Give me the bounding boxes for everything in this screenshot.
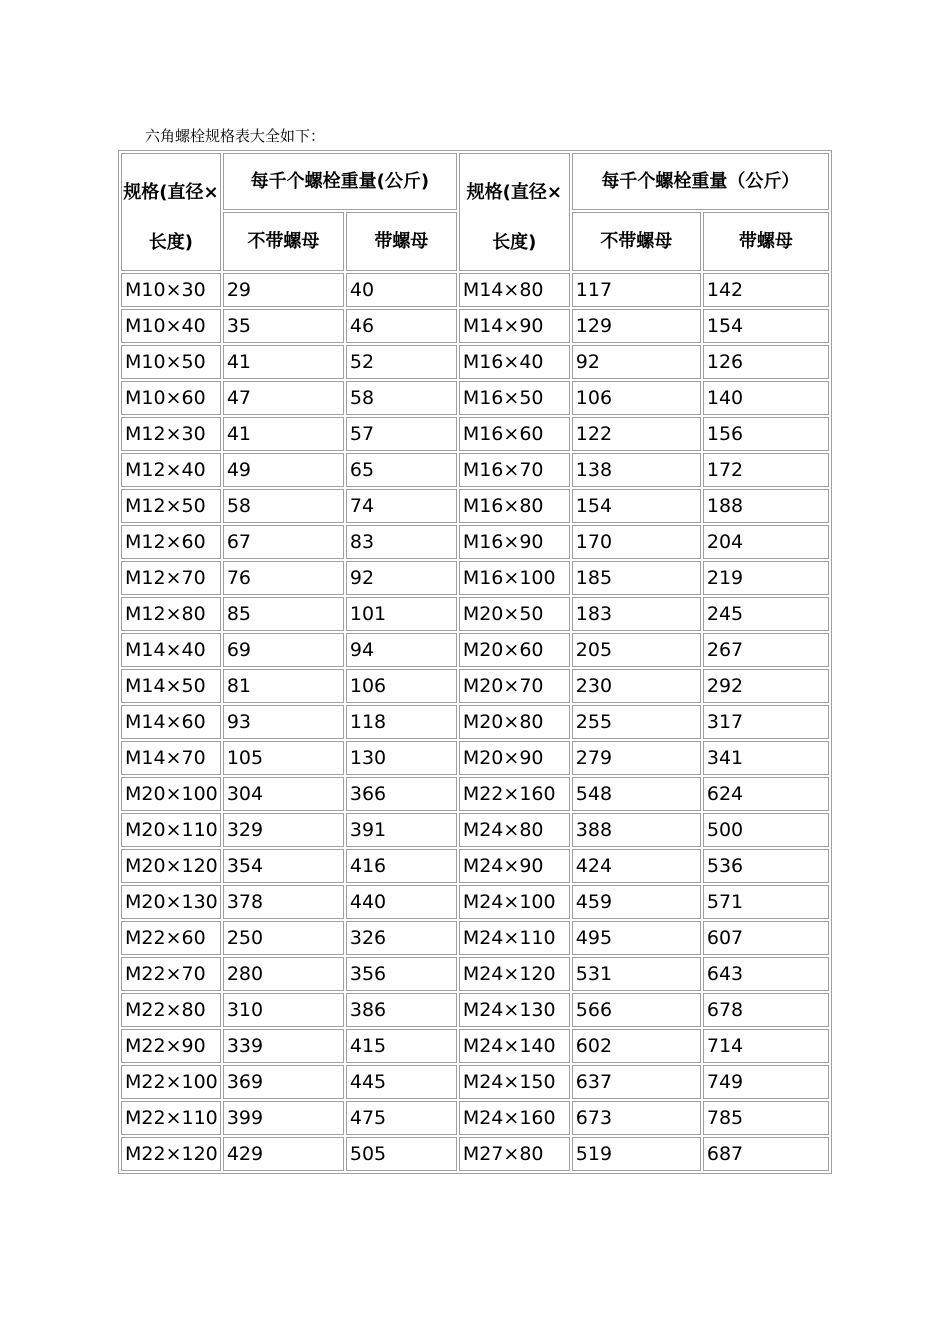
cell-spec-right: M14×90: [459, 309, 570, 343]
cell-with-nut-right: 536: [703, 849, 829, 883]
cell-with-nut-left: 40: [346, 273, 457, 307]
cell-no-nut-right: 185: [572, 561, 701, 595]
cell-with-nut-right: 624: [703, 777, 829, 811]
cell-no-nut-right: 566: [572, 993, 701, 1027]
cell-spec-right: M24×90: [459, 849, 570, 883]
cell-spec-right: M16×100: [459, 561, 570, 595]
cell-spec-right: M16×50: [459, 381, 570, 415]
cell-with-nut-left: 46: [346, 309, 457, 343]
table-row: [121, 525, 829, 559]
cell-spec-left: M10×30: [121, 273, 221, 307]
cell-no-nut-right: 205: [572, 633, 701, 667]
cell-spec-left: M22×60: [121, 921, 221, 955]
cell-with-nut-left: 83: [346, 525, 457, 559]
cell-with-nut-left: 386: [346, 993, 457, 1027]
table-row: [121, 417, 829, 451]
cell-spec-left: M22×110: [121, 1101, 221, 1135]
cell-with-nut-right: 714: [703, 1029, 829, 1063]
cell-spec-right: M20×60: [459, 633, 570, 667]
cell-with-nut-right: 126: [703, 345, 829, 379]
header-with-nut-right: 带螺母: [703, 212, 829, 271]
header-weight-left: 每千个螺栓重量(公斤): [223, 153, 457, 210]
cell-no-nut-right: 279: [572, 741, 701, 775]
cell-no-nut-right: 170: [572, 525, 701, 559]
cell-spec-right: M24×160: [459, 1101, 570, 1135]
cell-no-nut-left: 85: [223, 597, 344, 631]
cell-spec-left: M22×90: [121, 1029, 221, 1063]
cell-spec-right: M16×40: [459, 345, 570, 379]
cell-spec-right: M20×80: [459, 705, 570, 739]
cell-no-nut-right: 459: [572, 885, 701, 919]
cell-spec-left: M20×130: [121, 885, 221, 919]
cell-with-nut-right: 188: [703, 489, 829, 523]
cell-with-nut-right: 154: [703, 309, 829, 343]
cell-with-nut-right: 317: [703, 705, 829, 739]
header-spec-right: 规格(直径×长度): [459, 153, 570, 271]
cell-no-nut-left: 41: [223, 417, 344, 451]
cell-with-nut-left: 92: [346, 561, 457, 595]
table-row: [121, 633, 829, 667]
cell-with-nut-right: 267: [703, 633, 829, 667]
cell-no-nut-left: 339: [223, 1029, 344, 1063]
table-row: [121, 1029, 829, 1063]
table-row: [121, 561, 829, 595]
cell-spec-right: M22×160: [459, 777, 570, 811]
cell-with-nut-right: 749: [703, 1065, 829, 1099]
cell-spec-right: M24×100: [459, 885, 570, 919]
cell-with-nut-left: 366: [346, 777, 457, 811]
table-row: [121, 1065, 829, 1099]
cell-spec-left: M12×40: [121, 453, 221, 487]
cell-no-nut-right: 154: [572, 489, 701, 523]
cell-no-nut-right: 92: [572, 345, 701, 379]
cell-spec-right: M16×70: [459, 453, 570, 487]
cell-spec-left: M12×70: [121, 561, 221, 595]
cell-spec-right: M14×80: [459, 273, 570, 307]
cell-with-nut-left: 356: [346, 957, 457, 991]
cell-spec-left: M10×40: [121, 309, 221, 343]
cell-no-nut-left: 310: [223, 993, 344, 1027]
cell-no-nut-left: 35: [223, 309, 344, 343]
cell-spec-left: M14×70: [121, 741, 221, 775]
cell-no-nut-left: 93: [223, 705, 344, 739]
cell-no-nut-right: 548: [572, 777, 701, 811]
cell-no-nut-left: 58: [223, 489, 344, 523]
cell-spec-right: M20×50: [459, 597, 570, 631]
cell-with-nut-left: 52: [346, 345, 457, 379]
cell-with-nut-left: 505: [346, 1137, 457, 1171]
cell-spec-right: M24×150: [459, 1065, 570, 1099]
cell-with-nut-left: 58: [346, 381, 457, 415]
cell-spec-right: M16×80: [459, 489, 570, 523]
cell-spec-right: M20×70: [459, 669, 570, 703]
table-row: [121, 777, 829, 811]
cell-with-nut-left: 118: [346, 705, 457, 739]
cell-no-nut-left: 304: [223, 777, 344, 811]
cell-spec-left: M14×50: [121, 669, 221, 703]
cell-with-nut-left: 101: [346, 597, 457, 631]
cell-no-nut-left: 29: [223, 273, 344, 307]
cell-with-nut-right: 785: [703, 1101, 829, 1135]
cell-with-nut-left: 415: [346, 1029, 457, 1063]
cell-with-nut-left: 94: [346, 633, 457, 667]
cell-no-nut-right: 129: [572, 309, 701, 343]
intro-text: 六角螺栓规格表大全如下：: [145, 127, 326, 145]
table-row: [121, 957, 829, 991]
cell-spec-left: M14×60: [121, 705, 221, 739]
cell-spec-left: M22×80: [121, 993, 221, 1027]
table-body: [121, 273, 829, 1171]
cell-no-nut-left: 399: [223, 1101, 344, 1135]
cell-spec-left: M22×120: [121, 1137, 221, 1171]
cell-spec-left: M12×80: [121, 597, 221, 631]
cell-no-nut-right: 602: [572, 1029, 701, 1063]
cell-spec-right: M24×120: [459, 957, 570, 991]
cell-with-nut-right: 292: [703, 669, 829, 703]
cell-with-nut-left: 74: [346, 489, 457, 523]
cell-with-nut-right: 571: [703, 885, 829, 919]
table-row: [121, 1137, 829, 1171]
cell-no-nut-right: 519: [572, 1137, 701, 1171]
cell-spec-right: M16×60: [459, 417, 570, 451]
cell-spec-left: M12×60: [121, 525, 221, 559]
table-row: [121, 489, 829, 523]
table-row: [121, 849, 829, 883]
cell-spec-left: M22×100: [121, 1065, 221, 1099]
cell-no-nut-right: 138: [572, 453, 701, 487]
cell-no-nut-left: 76: [223, 561, 344, 595]
cell-no-nut-left: 41: [223, 345, 344, 379]
table-row: [121, 381, 829, 415]
cell-spec-right: M20×90: [459, 741, 570, 775]
table-row: [121, 813, 829, 847]
cell-spec-left: M20×120: [121, 849, 221, 883]
table-row: [121, 993, 829, 1027]
table-row: [121, 345, 829, 379]
cell-spec-right: M27×80: [459, 1137, 570, 1171]
header-with-nut-left: 带螺母: [346, 212, 457, 271]
table-row: [121, 1101, 829, 1135]
header-weight-right: 每千个螺栓重量（公斤）: [572, 153, 829, 210]
cell-no-nut-right: 230: [572, 669, 701, 703]
cell-with-nut-left: 65: [346, 453, 457, 487]
cell-with-nut-left: 391: [346, 813, 457, 847]
cell-with-nut-left: 416: [346, 849, 457, 883]
table-row: [121, 597, 829, 631]
cell-no-nut-left: 369: [223, 1065, 344, 1099]
cell-no-nut-left: 69: [223, 633, 344, 667]
bolt-spec-table: [118, 150, 832, 1174]
table-row: [121, 309, 829, 343]
cell-with-nut-right: 341: [703, 741, 829, 775]
cell-with-nut-right: 204: [703, 525, 829, 559]
cell-spec-right: M24×80: [459, 813, 570, 847]
cell-spec-left: M14×40: [121, 633, 221, 667]
cell-no-nut-right: 531: [572, 957, 701, 991]
cell-spec-right: M24×140: [459, 1029, 570, 1063]
cell-with-nut-left: 326: [346, 921, 457, 955]
table-header: [121, 153, 829, 271]
cell-no-nut-right: 637: [572, 1065, 701, 1099]
header-no-nut-left: 不带螺母: [223, 212, 344, 271]
header-spec-left: 规格(直径×长度): [121, 153, 221, 271]
cell-spec-left: M12×50: [121, 489, 221, 523]
cell-no-nut-right: 255: [572, 705, 701, 739]
cell-no-nut-right: 117: [572, 273, 701, 307]
table-row: [121, 741, 829, 775]
cell-no-nut-right: 388: [572, 813, 701, 847]
cell-with-nut-right: 172: [703, 453, 829, 487]
cell-with-nut-left: 57: [346, 417, 457, 451]
cell-no-nut-right: 122: [572, 417, 701, 451]
cell-with-nut-right: 245: [703, 597, 829, 631]
cell-no-nut-right: 183: [572, 597, 701, 631]
cell-with-nut-left: 475: [346, 1101, 457, 1135]
table-row: [121, 669, 829, 703]
cell-with-nut-right: 142: [703, 273, 829, 307]
cell-no-nut-left: 354: [223, 849, 344, 883]
cell-no-nut-left: 329: [223, 813, 344, 847]
header-no-nut-right: 不带螺母: [572, 212, 701, 271]
cell-no-nut-right: 424: [572, 849, 701, 883]
cell-spec-left: M20×100: [121, 777, 221, 811]
cell-no-nut-left: 280: [223, 957, 344, 991]
cell-with-nut-right: 219: [703, 561, 829, 595]
cell-no-nut-left: 81: [223, 669, 344, 703]
cell-with-nut-right: 607: [703, 921, 829, 955]
cell-spec-left: M20×110: [121, 813, 221, 847]
cell-spec-left: M10×60: [121, 381, 221, 415]
cell-with-nut-right: 687: [703, 1137, 829, 1171]
table-row: [121, 453, 829, 487]
cell-spec-right: M24×110: [459, 921, 570, 955]
cell-spec-left: M10×50: [121, 345, 221, 379]
cell-spec-left: M22×70: [121, 957, 221, 991]
cell-no-nut-left: 67: [223, 525, 344, 559]
table-row: [121, 705, 829, 739]
cell-with-nut-right: 643: [703, 957, 829, 991]
cell-no-nut-right: 106: [572, 381, 701, 415]
cell-with-nut-right: 678: [703, 993, 829, 1027]
table-row: [121, 885, 829, 919]
cell-no-nut-right: 495: [572, 921, 701, 955]
cell-no-nut-left: 250: [223, 921, 344, 955]
cell-spec-right: M24×130: [459, 993, 570, 1027]
cell-no-nut-right: 673: [572, 1101, 701, 1135]
cell-spec-left: M12×30: [121, 417, 221, 451]
cell-with-nut-right: 156: [703, 417, 829, 451]
cell-with-nut-left: 130: [346, 741, 457, 775]
cell-with-nut-right: 500: [703, 813, 829, 847]
cell-no-nut-left: 378: [223, 885, 344, 919]
table-row: [121, 273, 829, 307]
cell-with-nut-left: 445: [346, 1065, 457, 1099]
table-row: [121, 921, 829, 955]
cell-spec-right: M16×90: [459, 525, 570, 559]
cell-with-nut-left: 440: [346, 885, 457, 919]
cell-no-nut-left: 47: [223, 381, 344, 415]
cell-with-nut-right: 140: [703, 381, 829, 415]
cell-with-nut-left: 106: [346, 669, 457, 703]
cell-no-nut-left: 49: [223, 453, 344, 487]
cell-no-nut-left: 429: [223, 1137, 344, 1171]
cell-no-nut-left: 105: [223, 741, 344, 775]
